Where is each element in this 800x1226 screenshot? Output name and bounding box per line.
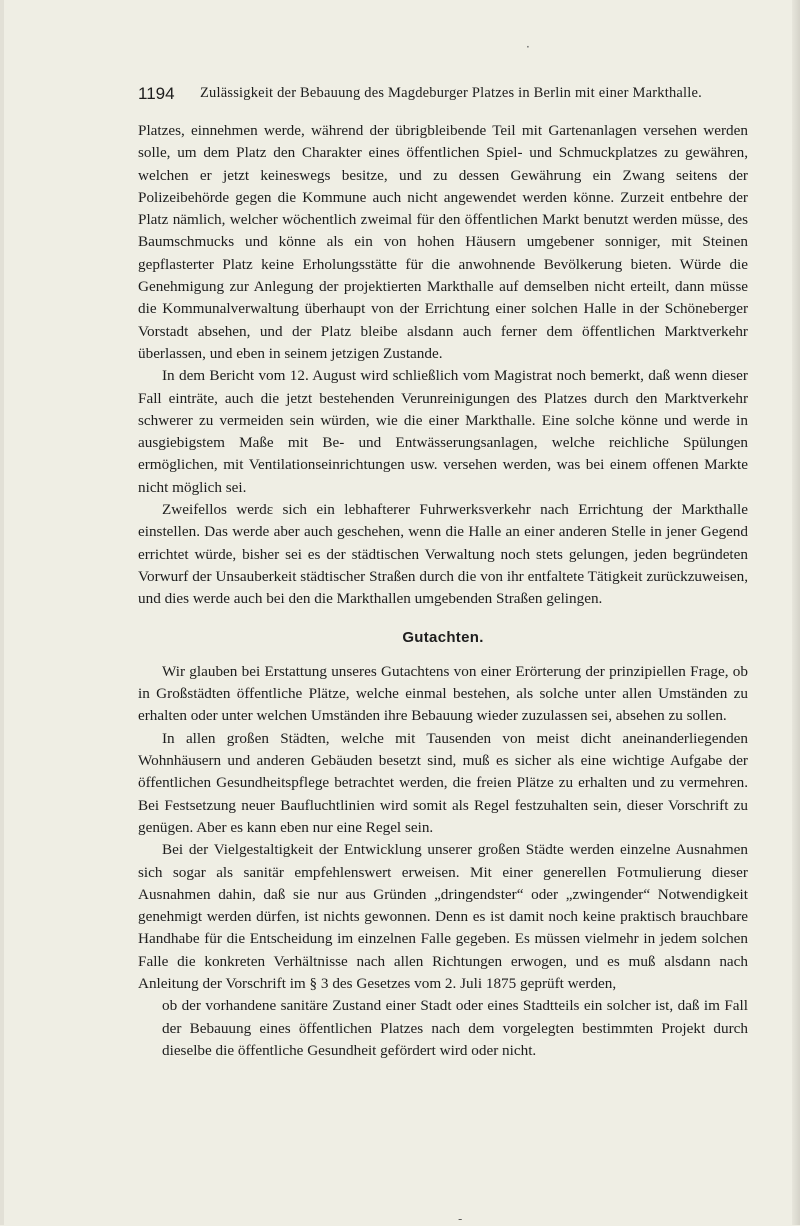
paragraph: Wir glauben bei Erstattung unseres Gutachtens von einer Erörterung der prinzipiellen Frage, ob in Großstädten öffentliche Plätze, welche einmal bestehen, als solche unter allen Umständen zu erhalten oder unter welchen Umständen ihre Bebauung wieder zuzulassen sei, absehen zu sollen. (138, 662, 748, 725)
body-text (138, 120, 748, 1062)
page-left-edge (0, 0, 4, 1225)
running-head: Zulässigkeit der Bebauung des Magdeburger Platzes in Berlin mit einer Markthalle. (200, 85, 702, 101)
scan-speck: - (458, 1212, 463, 1226)
page-number: 1194 (138, 84, 175, 103)
paragraph: Bei der Vielgestaltigkeit der Entwicklung unserer großen Städte werden einzelne Ausnahmen sich sogar als sanitär empfehlenswert erweisen. Mit einer generellen Foτmulierung dieser Ausnahmen dahin, daß sie nur aus Gründen „dringendster“ oder „zwingender“ Notwendigkeit genehmigt werden dürfen, ist nichts gewonnen. Denn es ist damit noch keine praktisch brauchbare Handhabe für die Entscheidung im einzelnen Falle gegeben. Es müssen vielmehr in jedem solchen Falle die konkreten Verhältnisse nach allen Richtungen erwogen, und es muß alsdann nach Anleitung der Vorschrift im § 3 des Gesetzes vom 2. Juli 1875 geprüft werden, (138, 841, 748, 992)
section-heading: Gutachten. (402, 628, 484, 646)
paragraph: Platzes, einnehmen werde, während der übrigbleibende Teil mit Gartenanlagen versehen werden solle, um dem Platz den Charakter eines öffentlichen Spiel- und Schmuckplatzes zu gewähren, welchen er jetzt keineswegs besitze, und zu dessen Gewährung ein Zwang seitens der Polizeibehörde gegen die Kommune auch nicht angewendet werden könne. Zurzeit entbehre der Platz nämlich, welcher wöchentlich zweimal für den öffentlichen Markt benutzt werden müsse, des Baumschmucks und könne als ein von hohen Häusern umgebener sonniger, mit Steinen gepflasterter Platz keine Erholungsstätte für die anwohnende Bevölkerung bieten. Würde die Genehmigung zur Anlegung der projektierten Markthalle auf demselben nicht erteilt, dann müsse die Kommunalverwaltung überhaupt von der Errichtung einer solchen Halle in der Schöneberger Vorstadt absehen, und der Platz bleibe alsdann auch ferner dem öffentlichen Marktverkehr überlassen, und eben in seinem jetzigen Zustande. (138, 122, 748, 362)
paragraph: In allen großen Städten, welche mit Tausenden von meist dicht aneinanderliegenden Wohnhäusern und anderen Gebäuden besetzt sind, muß es sicher als eine wichtige Aufgabe der öffentlichen Gesundheitspflege betrachtet werden, die freien Plätze zu erhalten und zu vermehren. Bei Festsetzung neuer Baufluchtlinien wird somit als Regel festzuhalten sein, dieser Vorschrift zu genügen. Aber es kann eben nur eine Regel sein. (138, 729, 748, 836)
quoted-provision: ob der vorhandene sanitäre Zustand einer Stadt oder eines Stadtteils ein solcher ist, daß im Fall der Bebauung eines öffentlichen Platzes nach dem vorgelegten bestimmten Projekt durch dieselbe die öffentliche Gesundheit gefördert wird oder nicht. (162, 997, 748, 1059)
scan-speck: · (526, 40, 530, 54)
paragraph: In dem Bericht vom 12. August wird schließlich vom Magistrat noch bemerkt, daß wenn dieser Fall einträte, auch die jetzt bestehenden Verunreinigungen des Platzes durch den Marktverkehr schwerer zu vermeiden sein würden, wie die einer Markthalle. Eine solche könne und werde in ausgiebigstem Maße mit Be- und Entwässerungsanlagen, welche reichliche Spülungen ermöglichen, mit Ventilationseinrichtungen usw. versehen werden, was bei einem offenen Markte nicht möglich sei. (138, 367, 748, 496)
paragraph: Zweifellos werdε sich ein lebhafterer Fuhrwerksverkehr nach Errichtung der Markthalle einstellen. Das werde aber auch geschehen, wenn die Halle an einer anderen Stelle in jener Gegend errichtet würde, bisher sei es der städtischen Verwaltung noch stets gelungen, jeden begründeten Vorwurf der Unsauberkeit städtischer Straßen durch die von ihr entfaltete Tätigkeit zurückzuweisen, und dies werde auch bei den die Markthallen umgebenden Straßen gelingen. (138, 501, 748, 608)
page-right-edge (792, 0, 800, 1225)
page-header (138, 84, 746, 108)
